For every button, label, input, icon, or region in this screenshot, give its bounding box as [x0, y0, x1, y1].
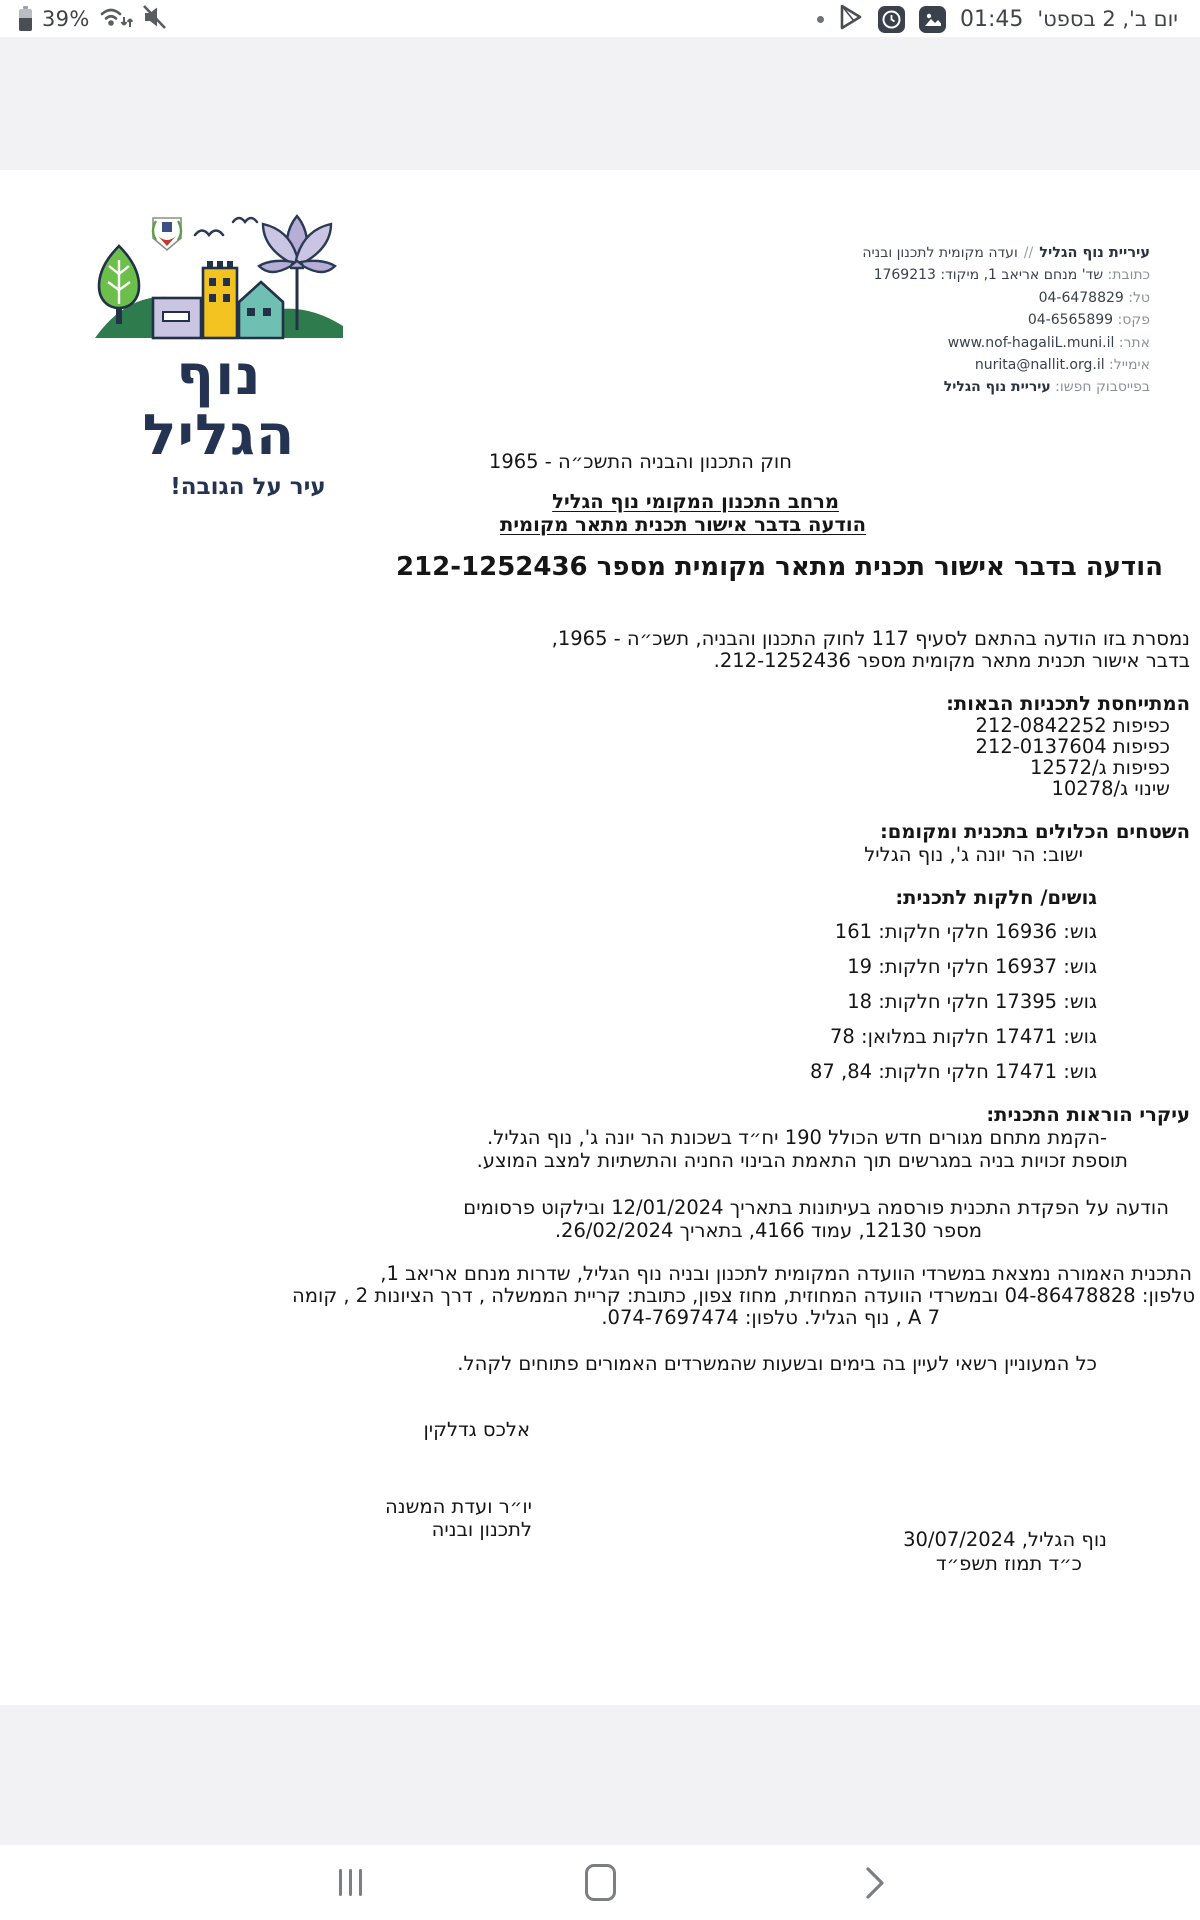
letterhead-contact	[630, 242, 1150, 399]
clock-app-icon	[878, 6, 905, 33]
city-emblem-icon	[153, 218, 181, 250]
contact-row	[630, 376, 1150, 398]
document-line: בדבר אישור תכנית מתאר מקומית מספר 212-1252436.	[713, 649, 1190, 672]
document-page	[0, 170, 1200, 1705]
document-line: נמסרת בזו הודעה בהתאם לסעיף 117 לחוק התכנון והבניה, תשכ״ה - 1965,	[551, 627, 1190, 650]
document-line: גוש: 17471 חלקי חלקות: 84, 87	[809, 1060, 1097, 1083]
document-line: גוש: 17471 חלקות במלואן: 78	[829, 1025, 1097, 1048]
contact-value: www.nof-hagaliL.muni.il	[947, 334, 1115, 351]
bird-icon	[233, 218, 257, 222]
document-line: חוק התכנון והבניה התשכ״ה - 1965	[488, 450, 792, 473]
contact-label: אימייל:	[1104, 357, 1150, 374]
contact-value: שד' מנחם אריאב 1, מיקוד: 1769213	[873, 267, 1104, 284]
document-line: לתכנון ובניה	[431, 1518, 532, 1541]
org-name: עיריית נוף הגליל	[1039, 245, 1150, 261]
contact-row	[630, 332, 1150, 354]
back-button[interactable]	[835, 1845, 915, 1920]
buildings-illustration	[153, 261, 283, 338]
document-line: המתייחסת לתכניות הבאות:	[946, 692, 1190, 715]
contact-value: 04-6478829	[1038, 289, 1124, 306]
document-line: שינוי ג/10278	[1051, 777, 1170, 800]
home-icon	[585, 1864, 616, 1901]
document-line: גוש: 16937 חלקי חלקות: 19	[847, 955, 1097, 978]
mute-icon	[142, 4, 168, 34]
contact-label: פקס:	[1113, 312, 1150, 329]
logo-tagline: עיר על הגובה!	[170, 474, 326, 500]
contact-label: בפייסבוק חפשו:	[1050, 379, 1150, 396]
document-line: טלפון: 04-86478828 ובמשרדי הוועדה המחוזית, מחוז צפון, כתובת: קריית הממשלה , דרך הציונות 2 , קומה	[292, 1284, 1195, 1307]
home-button[interactable]	[560, 1845, 640, 1920]
document-line: 7 A , נוף הגליל. טלפון: 074-7697474.	[601, 1306, 940, 1329]
document-line: -הקמת מתחם מגורים חדש הכולל 190 יח״ד בשכונת הר יונה ג', נוף הגליל.	[487, 1126, 1107, 1149]
document-line: כל המעוניין רשאי לעיין בה בימים ובשעות שהמשרדים האמורים פתוחים לקהל.	[457, 1352, 1097, 1375]
contact-label: כתובת:	[1103, 267, 1150, 284]
letterhead-org-line	[630, 242, 1150, 264]
recents-button[interactable]	[310, 1845, 390, 1920]
teal-house	[239, 282, 283, 338]
document-line: נוף הגליל, 30/07/2024	[903, 1528, 1107, 1551]
document-line: ישוב: הר יונה ג', נוף הגליל	[864, 843, 1083, 866]
municipality-logo	[95, 208, 343, 500]
status-bar	[0, 0, 1200, 37]
recents-icon	[339, 1869, 342, 1896]
document-line: מרחב התכנון המקומי נוף הגליל	[552, 490, 839, 513]
logo-illustration	[95, 208, 343, 342]
battery-icon	[18, 6, 33, 32]
document-line: התכנית האמורה נמצאת במשרדי הוועדה המקומית לתכנון ובניה נוף הגליל, שדרות מנחם אריאב 1,	[380, 1262, 1192, 1285]
document-line: הודעה בדבר אישור תכנית מתאר מקומית	[500, 513, 866, 536]
document-line: תוספת זכויות בניה במגרשים תוך התאמת הבינוי החניה והתשתיות למצב המוצע.	[476, 1149, 1128, 1172]
battery-percent: 39%	[42, 7, 90, 31]
gallery-app-icon	[919, 6, 946, 33]
contact-label: טל:	[1123, 289, 1150, 306]
document-line: כ״ד תמוז תשפ״ד	[935, 1552, 1082, 1575]
contact-value: עיריית נוף הגליל	[943, 379, 1051, 396]
status-bar-left	[18, 3, 168, 35]
contact-row	[630, 264, 1150, 286]
navigation-bar	[0, 1845, 1200, 1920]
yellow-building	[203, 268, 237, 338]
contact-rows	[630, 264, 1150, 398]
contact-value: nurita@nallit.org.il	[974, 357, 1105, 374]
logo-wordmark: נוף הגליל	[142, 343, 296, 468]
document-line: הודעה על הפקדת התכנית פורסמה בעיתונות בתאריך 12/01/2024 ובילקוט פרסומים	[463, 1196, 1169, 1219]
contact-row	[630, 309, 1150, 331]
contact-label: אתר:	[1114, 334, 1150, 351]
document-line: יו״ר ועדת המשנה	[385, 1495, 532, 1518]
back-icon	[864, 1866, 886, 1900]
org-committee: ועדה מקומית לתכנון ובניה	[862, 245, 1018, 261]
play-store-icon	[838, 3, 864, 35]
document-line: כפיפות ג/12572	[1029, 756, 1170, 779]
status-bar-right	[817, 3, 1178, 35]
document-line: מספר 12130, עמוד 4166, בתאריך 26/02/2024.	[554, 1219, 982, 1242]
lilac-building	[153, 298, 201, 338]
bird-icon	[195, 231, 223, 236]
document-line: עיקרי הוראות התכנית:	[986, 1103, 1190, 1126]
status-date: יום ב', 2 בספט'	[1037, 7, 1178, 31]
notification-dot	[817, 16, 824, 23]
document-line: כפיפות 212-0137604	[975, 735, 1170, 758]
document-line: גושים/ חלקות לתכנית:	[895, 886, 1097, 909]
document-line: כפיפות 212-0842252	[975, 714, 1170, 737]
contact-value: 04-6565899	[1027, 312, 1114, 329]
status-time: 01:45	[959, 6, 1024, 32]
contact-row	[630, 287, 1150, 309]
document-line: גוש: 16936 חלקי חלקות: 161	[834, 920, 1097, 943]
document-line: הודעה בדבר אישור תכנית מתאר מקומית מספר 212-1252436	[395, 552, 1163, 582]
contact-row	[630, 354, 1150, 376]
document-line: גוש: 17395 חלקי חלקות: 18	[847, 990, 1097, 1013]
document-line: השטחים הכלולים בתכנית ומקומם:	[879, 820, 1190, 843]
org-separator: //	[1023, 245, 1034, 261]
document-line: אלכס גדלקין	[423, 1418, 530, 1441]
wifi-activity-icon	[99, 3, 133, 35]
